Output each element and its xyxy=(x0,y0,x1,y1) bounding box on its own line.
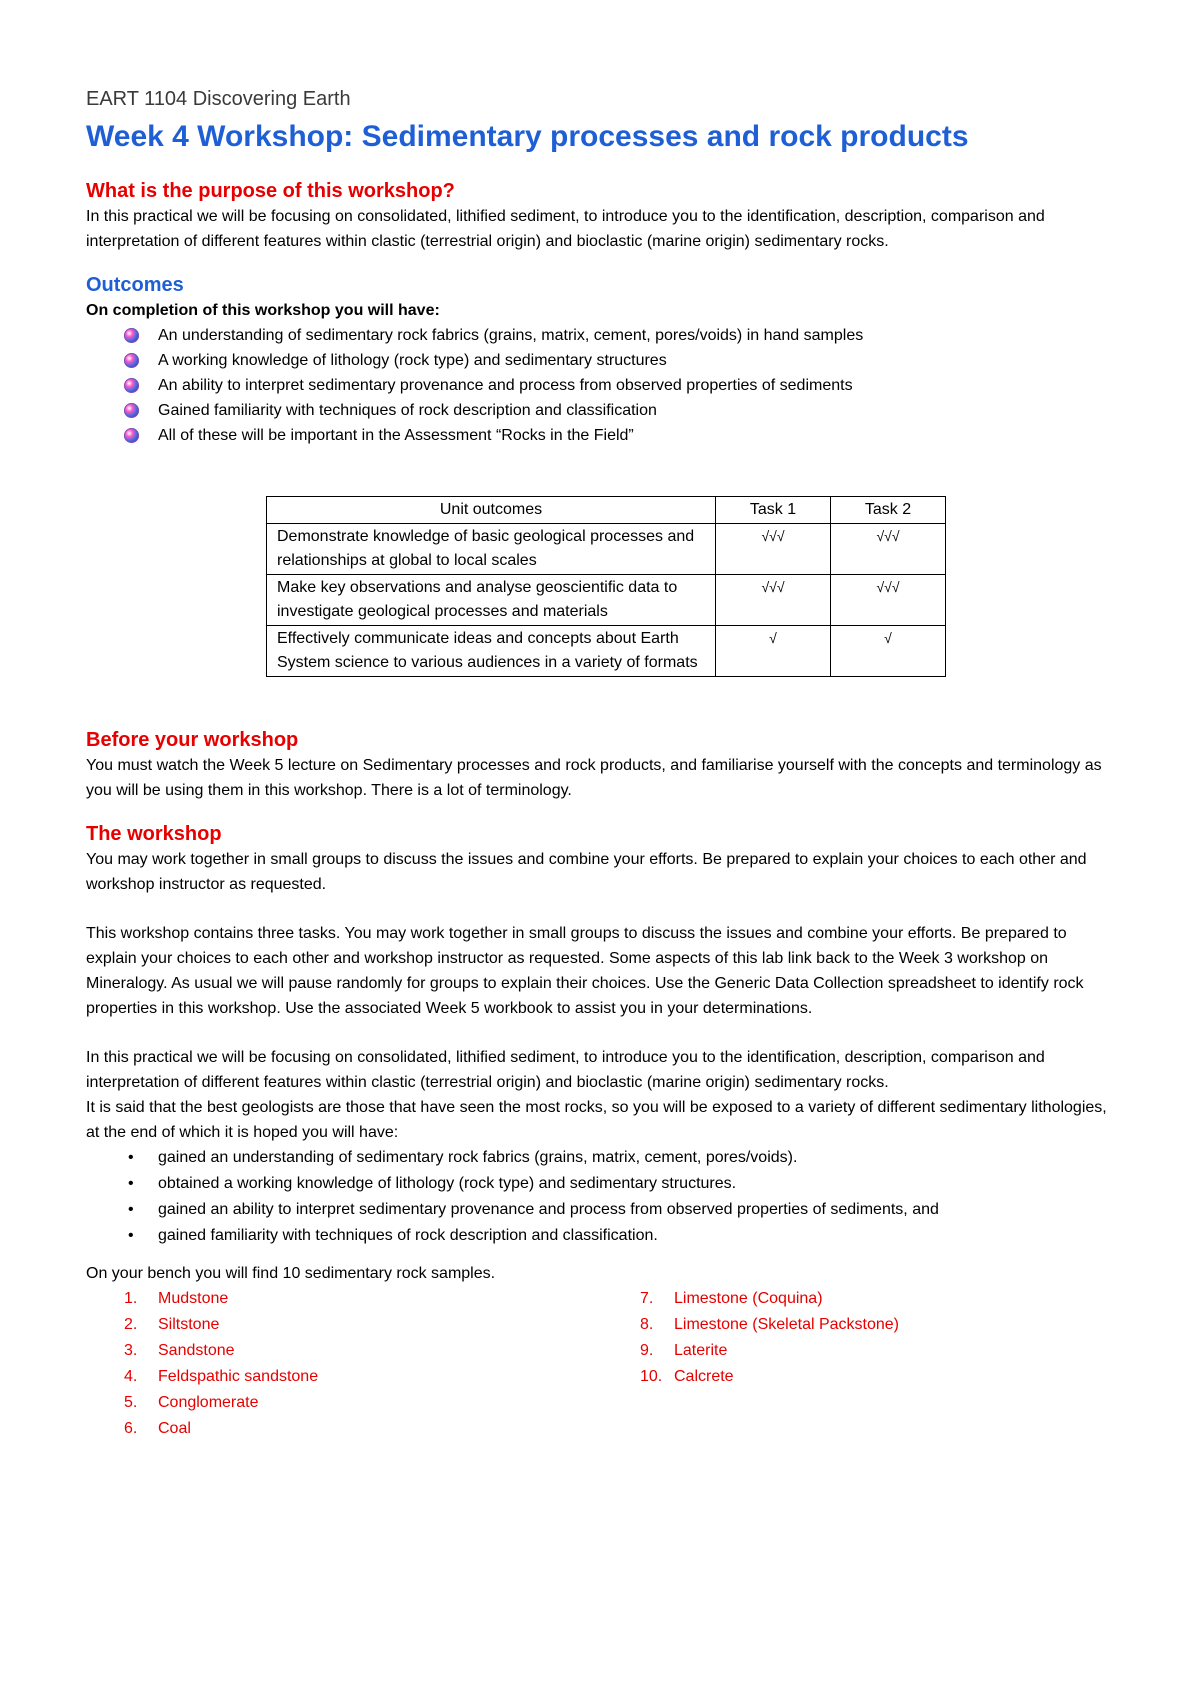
check-marks: √√√ xyxy=(761,528,785,544)
sample-name: Feldspathic sandstone xyxy=(158,1368,319,1385)
course-name: EART 1104 Discovering Earth xyxy=(86,88,351,110)
sample-name: Laterite xyxy=(674,1342,728,1359)
list-item-text: All of these will be important in the Assessment “Rocks in the Field” xyxy=(158,427,634,444)
workshop-heading: The workshop xyxy=(86,823,222,845)
item-number: 10. xyxy=(640,1368,663,1385)
item-number: 4. xyxy=(124,1368,138,1385)
bullet-icon: • xyxy=(128,1175,134,1192)
list-item xyxy=(124,1145,1120,1171)
list-item xyxy=(124,1364,640,1390)
samples-list xyxy=(86,1286,1120,1442)
list-item-text: obtained a working knowledge of lithology (rock type) and sedimentary structures. xyxy=(158,1175,737,1192)
before-heading: Before your workshop xyxy=(86,729,299,751)
globe-bullet-icon xyxy=(124,353,139,368)
check-marks: √√√ xyxy=(876,579,900,595)
list-item xyxy=(640,1364,1040,1390)
list-item xyxy=(124,398,1120,423)
before-text: You must watch the Week 5 lecture on Sedimentary processes and rock products, and familiarise yourself with the concepts and terminology as you will be using them in this workshop. There is a lot of terminology. xyxy=(86,757,1102,799)
task1-cell xyxy=(716,575,831,626)
samples-column-right xyxy=(640,1286,1040,1442)
task2-cell xyxy=(831,626,946,677)
table-row xyxy=(267,626,946,677)
outcomes-heading: Outcomes xyxy=(86,274,184,296)
purpose-heading: What is the purpose of this workshop? xyxy=(86,180,455,202)
globe-bullet-icon xyxy=(124,403,139,418)
table-row xyxy=(267,575,946,626)
outcome-cell: Effectively communicate ideas and concepts about Earth System science to various audiences in a variety of formats xyxy=(267,626,716,677)
globe-bullet-icon xyxy=(124,428,139,443)
header-unit-outcomes: Unit outcomes xyxy=(267,497,716,524)
purpose-text: In this practical we will be focusing on consolidated, lithified sediment, to introduce you to the identification, description, comparison and interpretation of different features within clastic (terrestrial origin) and bioclastic (marine origin) sedimentary rocks. xyxy=(86,208,1045,250)
sample-name: Mudstone xyxy=(158,1290,229,1307)
sample-name: Limestone (Coquina) xyxy=(674,1290,823,1307)
item-number: 1. xyxy=(124,1290,138,1307)
item-number: 5. xyxy=(124,1394,138,1411)
list-item xyxy=(124,1416,640,1442)
item-number: 6. xyxy=(124,1420,138,1437)
bullet-icon: • xyxy=(128,1201,134,1218)
bench-intro: On your bench you will find 10 sedimentary rock samples. xyxy=(86,1265,496,1282)
list-item xyxy=(124,373,1120,398)
document-page xyxy=(86,86,1120,1442)
bullet-icon: • xyxy=(128,1227,134,1244)
list-item xyxy=(124,1286,640,1312)
list-item xyxy=(124,1171,1120,1197)
list-item xyxy=(124,348,1120,373)
check-marks: √√√ xyxy=(761,579,785,595)
list-item-text: gained an understanding of sedimentary rock fabrics (grains, matrix, cement, pores/voids). xyxy=(158,1149,798,1166)
item-number: 2. xyxy=(124,1316,138,1333)
sample-name: Sandstone xyxy=(158,1342,235,1359)
globe-bullet-icon xyxy=(124,328,139,343)
workshop-paragraph-4: It is said that the best geologists are those that have seen the most rocks, so you will be exposed to a variety of different sedimentary lithologies, at the end of which it is hoped you will have: xyxy=(86,1099,1107,1141)
header-task-2: Task 2 xyxy=(831,497,946,524)
outcomes-list xyxy=(86,323,1120,448)
item-number: 7. xyxy=(640,1290,654,1307)
list-item xyxy=(124,423,1120,448)
workshop-paragraph-3: In this practical we will be focusing on consolidated, lithified sediment, to introduce you to the identification, description, comparison and interpretation of different features within clastic (terrestrial origin) and bioclastic (marine origin) sedimentary rocks. xyxy=(86,1049,1045,1091)
list-item xyxy=(124,1390,640,1416)
bullet-icon: • xyxy=(128,1149,134,1166)
list-item-text: Gained familiarity with techniques of rock description and classification xyxy=(158,402,657,419)
item-number: 9. xyxy=(640,1342,654,1359)
workshop-paragraph-2: This workshop contains three tasks. You may work together in small groups to discuss the issues and combine your efforts. Be prepared to explain your choices to each other and workshop instructor as requested. Some aspects of this lab link back to the Week 3 workshop on Mineralogy. As usual we will pause randomly for groups to explain their choices. Use the Generic Data Collection spreadsheet to identify rock properties in this workshop. Use the associated Week 5 workbook to assist you in your determinations. xyxy=(86,925,1084,1017)
list-item xyxy=(640,1286,1040,1312)
list-item xyxy=(124,1197,1120,1223)
sample-name: Siltstone xyxy=(158,1316,220,1333)
list-item xyxy=(640,1338,1040,1364)
unit-outcomes-table xyxy=(266,496,946,677)
sample-name: Calcrete xyxy=(674,1368,734,1385)
list-item xyxy=(124,1338,640,1364)
outcomes-intro: On completion of this workshop you will have: xyxy=(86,302,440,319)
check-marks: √√√ xyxy=(876,528,900,544)
list-item xyxy=(640,1312,1040,1338)
globe-bullet-icon xyxy=(124,378,139,393)
task2-cell xyxy=(831,575,946,626)
item-number: 8. xyxy=(640,1316,654,1333)
table-row xyxy=(267,524,946,575)
samples-column-left xyxy=(86,1286,640,1442)
task1-cell xyxy=(716,524,831,575)
list-item xyxy=(124,1223,1120,1249)
list-item xyxy=(124,1312,640,1338)
list-item-text: An ability to interpret sedimentary provenance and process from observed properties of sediments xyxy=(158,377,853,394)
list-item xyxy=(124,323,1120,348)
check-marks: √ xyxy=(769,630,777,646)
expectations-list xyxy=(86,1145,1120,1249)
item-number: 3. xyxy=(124,1342,138,1359)
sample-name: Coal xyxy=(158,1420,191,1437)
sample-name: Conglomerate xyxy=(158,1394,259,1411)
outcome-cell: Demonstrate knowledge of basic geological processes and relationships at global to local scales xyxy=(267,524,716,575)
outcome-cell: Make key observations and analyse geoscientific data to investigate geological processes and materials xyxy=(267,575,716,626)
page-title: Week 4 Workshop: Sedimentary processes and rock products xyxy=(86,120,969,153)
list-item-text: An understanding of sedimentary rock fabrics (grains, matrix, cement, pores/voids) in hand samples xyxy=(158,327,864,344)
table-header-row xyxy=(267,497,946,524)
list-item-text: gained familiarity with techniques of rock description and classification. xyxy=(158,1227,658,1244)
sample-name: Limestone (Skeletal Packstone) xyxy=(674,1316,899,1333)
list-item-text: A working knowledge of lithology (rock type) and sedimentary structures xyxy=(158,352,667,369)
task2-cell xyxy=(831,524,946,575)
check-marks: √ xyxy=(884,630,892,646)
header-task-1: Task 1 xyxy=(716,497,831,524)
list-item-text: gained an ability to interpret sedimentary provenance and process from observed properties of sediments, and xyxy=(158,1201,939,1218)
task1-cell xyxy=(716,626,831,677)
workshop-paragraph-1: You may work together in small groups to discuss the issues and combine your efforts. Be prepared to explain your choices to each other and workshop instructor as requested. xyxy=(86,851,1087,893)
